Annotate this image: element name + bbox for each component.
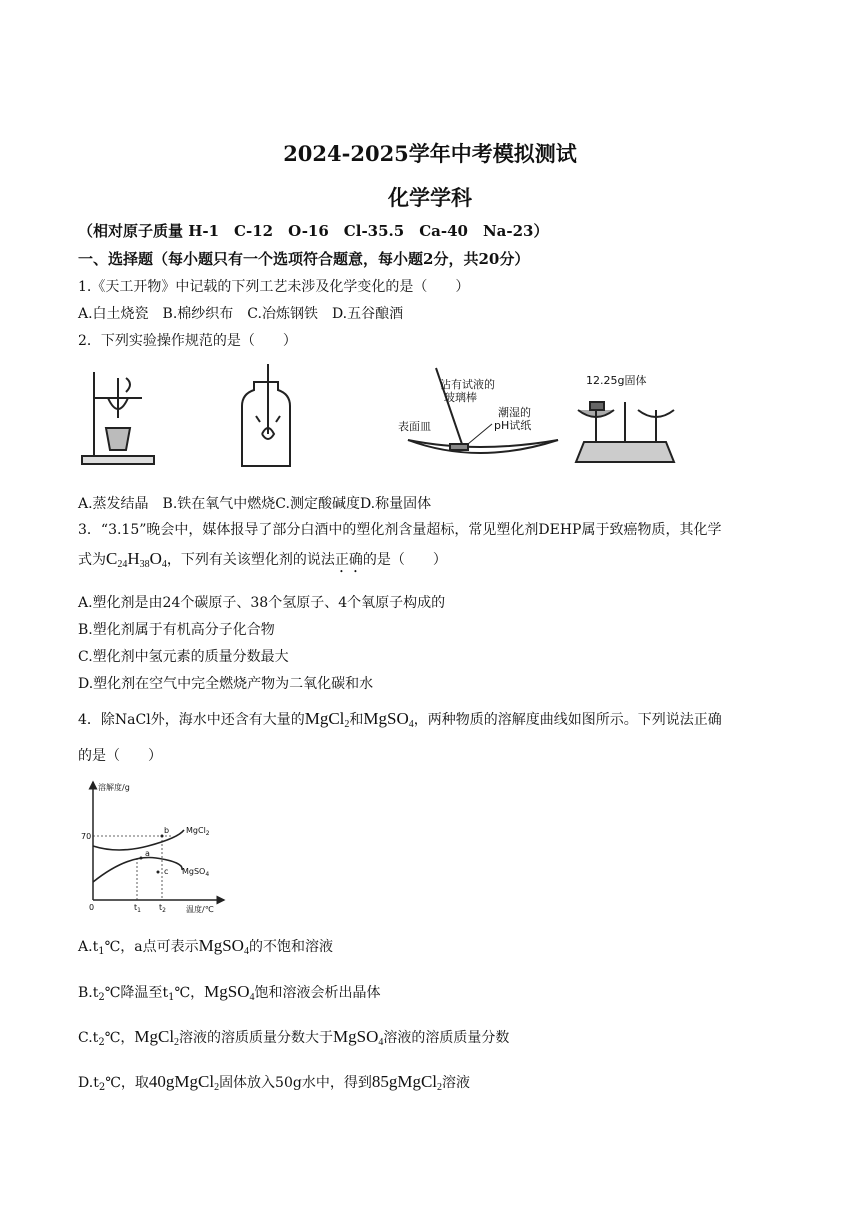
q1-options: A.白土烧瓷 B.棉纱织布 C.冶炼钢铁 D.五谷酿酒 <box>78 306 404 322</box>
opt-c-formula2 <box>333 1027 383 1046</box>
opt-a-formula-text: MgSO <box>198 936 244 955</box>
t2-label: $t_2$ <box>159 903 166 914</box>
opt-b-t2: t <box>162 985 169 1001</box>
q4-mgcl-sub: 2 <box>344 719 350 730</box>
balance-label: 12.25g固体 <box>586 374 647 387</box>
atomic-masses: （相对原子质量 H-1 C-12 O-16 Cl-35.5 Ca-40 Na-23） <box>78 222 549 240</box>
q3-option-c: C.塑化剂中氢元素的质量分数最大 <box>78 649 289 665</box>
q3-option-d: D.塑化剂在空气中完全燃烧产物为二氧化碳和水 <box>78 676 374 692</box>
mgso4-curve <box>93 858 182 883</box>
opt-c-formula1 <box>134 1027 179 1046</box>
q1-stem: 1.《天工开物》中记载的下列工艺未涉及化学变化的是（ ） <box>78 279 470 295</box>
opt-d-t-sub: 2 <box>98 1082 106 1093</box>
q3-option-a: A.塑化剂是由24个碳原子、38个氢原子、4个氧原子构成的 <box>78 595 446 611</box>
opt-b-pre: B. <box>78 985 93 1001</box>
subject-title: 化学学科 <box>388 185 472 210</box>
q4-option-c <box>78 1027 509 1047</box>
mgcl2-curve <box>93 830 184 850</box>
point-c <box>157 871 160 874</box>
opt-d-f1: 40gMgCl <box>148 1072 215 1091</box>
opt-c-t: t <box>92 1030 99 1046</box>
opt-c-mid: 溶液的溶质质量分数大于 <box>179 1030 334 1046</box>
opt-c-f1-sub: 2 <box>174 1037 180 1048</box>
q4-text-c: ，两种物质的溶解度曲线如图所示。下列说法正确 <box>413 712 722 728</box>
opt-b-post: 饱和溶液会析出晶体 <box>254 985 381 1001</box>
opt-b-formula <box>204 982 254 1001</box>
x-axis-label: 温度/℃ <box>186 905 214 914</box>
opt-c-f1: MgCl <box>134 1027 175 1046</box>
q3-formula <box>106 549 167 568</box>
q3-prefix: 式为 <box>78 552 106 568</box>
section-heading: 一、选择题（每小题只有一个选项符合题意，每小题2分，共20分） <box>78 250 530 268</box>
q4-line2: 的是（ ） <box>78 748 162 764</box>
q3-option-b: B.塑化剂属于有机高分子化合物 <box>78 622 275 638</box>
opt-a-formula-sub: 4 <box>243 946 249 957</box>
opt-a-formula <box>199 936 249 955</box>
point-b <box>161 835 164 838</box>
opt-a-post: 的不饱和溶液 <box>248 939 333 955</box>
q3-line1: 3．“3.15”晚会中，媒体报导了部分白酒中的塑化剂含量超标，常见塑化剂DEHP属于致癌物质，其化学 <box>78 522 722 538</box>
q4-mgcl: MgCl <box>304 709 345 728</box>
q3-suffix-b: 的是（ ） <box>362 552 447 568</box>
q4-option-b <box>78 982 380 1002</box>
opt-d-formula1 <box>149 1072 219 1091</box>
dish-label: 表面皿 <box>398 420 431 433</box>
opt-d-formula2 <box>372 1072 442 1091</box>
opt-b-mid: ℃降温至 <box>104 985 163 1001</box>
formula-h-count: 38 <box>139 559 150 570</box>
opt-c-f2-sub: 4 <box>378 1037 384 1048</box>
evaporation-apparatus <box>82 372 154 464</box>
opt-b-t-sub: 2 <box>98 992 105 1003</box>
opt-d-f2-sub: 2 <box>437 1082 443 1093</box>
q4-mgso: MgSO <box>363 709 409 728</box>
formula-o-count: 4 <box>161 559 167 570</box>
opt-b-deg: ℃， <box>174 985 205 1001</box>
y-axis-label: 溶解度/g <box>98 783 130 792</box>
opt-d-f1-sub: 2 <box>214 1082 220 1093</box>
formula-o: O <box>149 549 162 568</box>
solubility-chart <box>78 774 228 916</box>
paper-label-2: pH试纸 <box>494 419 532 432</box>
point-c-label: c <box>164 867 169 876</box>
q2-options: A.蒸发结晶 B.铁在氧气中燃烧C.测定酸碱度D.称量固体 <box>78 496 432 512</box>
opt-d-deg: ℃，取 <box>105 1075 149 1091</box>
rod-label-1: 沾有试液的 <box>440 378 495 391</box>
q4-mgcl2 <box>305 709 350 728</box>
opt-a-text: ℃，a点可表示 <box>104 939 199 955</box>
opt-c-pre: C. <box>78 1030 93 1046</box>
opt-b-t2-sub: 1 <box>168 992 175 1003</box>
t1-label: $t_1$ <box>134 903 141 914</box>
q3-suffix-a: ，下列有关该塑化剂的说法 <box>166 552 335 568</box>
q2-stem: 2．下列实验操作规范的是（ ） <box>78 333 297 349</box>
q3-line2 <box>78 549 447 576</box>
opt-d-pre: D. <box>78 1075 94 1091</box>
opt-b-t: t <box>92 985 99 1001</box>
mgcl2-curve-label: MgCl$_2$ <box>186 826 210 837</box>
q4-text-b: 和 <box>349 712 364 728</box>
origin-label: 0 <box>89 903 95 912</box>
opt-d-mid: 固体放入50g水中，得到 <box>219 1075 372 1091</box>
rod-label-2: 玻璃棒 <box>444 391 477 404</box>
opt-b-formula-text: MgSO <box>204 982 250 1001</box>
formula-h: H <box>127 549 140 568</box>
opt-d-post: 溶液 <box>442 1075 471 1091</box>
y70-label: 70 <box>81 832 92 841</box>
point-a <box>140 857 143 860</box>
opt-a-pre: A. <box>78 939 93 955</box>
paper-label-1: 潮湿的 <box>498 406 531 419</box>
formula-c: C <box>106 549 118 568</box>
q4-text-a: 4．除NaCl外，海水中还含有大量的 <box>78 712 305 728</box>
iron-burning-bottle <box>242 364 290 466</box>
opt-a-t-sub: 1 <box>98 946 105 957</box>
opt-b-formula-sub: 4 <box>249 992 255 1003</box>
opt-c-deg: ℃， <box>104 1030 135 1046</box>
balance-scale <box>576 402 674 462</box>
q2-apparatus-figures <box>78 358 698 474</box>
opt-d-t: t <box>93 1075 99 1091</box>
q4-mgso4 <box>363 709 413 728</box>
opt-a-t: t <box>92 939 99 955</box>
formula-c-count: 24 <box>117 559 128 570</box>
q4-option-a <box>78 936 333 956</box>
opt-c-t-sub: 2 <box>98 1037 105 1048</box>
mgso4-curve-label: MgSO$_4$ <box>182 867 210 878</box>
exam-title: 2024-2025学年中考模拟测试 <box>283 141 577 166</box>
point-b-label: b <box>164 826 170 835</box>
q4-option-d <box>78 1072 470 1092</box>
point-a-label: a <box>145 849 150 858</box>
opt-d-f2: 85gMgCl <box>371 1072 438 1091</box>
q4-line1 <box>78 709 722 729</box>
opt-c-f2: MgSO <box>333 1027 379 1046</box>
q3-emphasis: 正确 <box>334 552 363 568</box>
q4-mgso-sub: 4 <box>408 719 414 730</box>
opt-c-post: 溶液的溶质质量分数 <box>383 1030 510 1046</box>
